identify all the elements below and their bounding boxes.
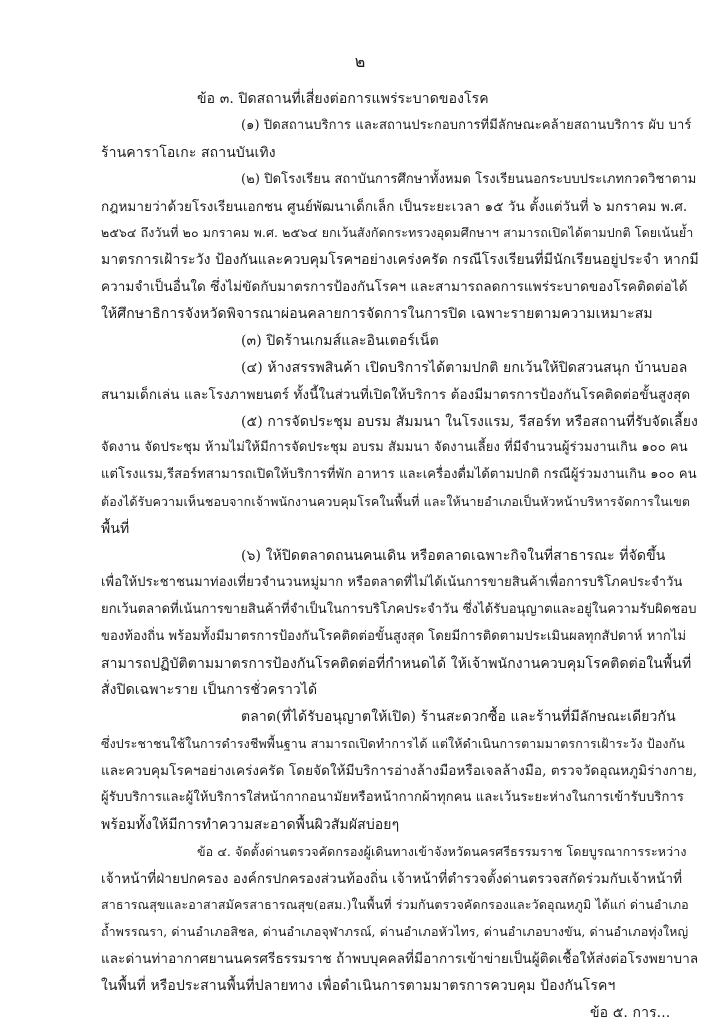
clause-3-item-3: (๓) ปิดร้านเกมส์และอินเตอร์เน็ต	[241, 333, 439, 349]
clause-3-item-2: (๒) ปิดโรงเรียน สถาบันการศึกษาทั้งหมด โรงเรียนนอกระบบประเภทกวดวิชาตาม	[241, 172, 697, 187]
clause-3-item-5-line-4: ต้องได้รับความเห็นชอบจากเจ้าพนักงานควบคุมโรคในพื้นที่ และให้นายอำเภอเป็นหัวหน้าบริหารจัดการในเขต	[101, 494, 691, 509]
clause-3-item-6-line-2: เพื่อให้ประชาชนมาท่องเที่ยวจำนวนหมู่มาก หรือตลาดที่ไม่ได้เน้นการขายสินค้าเพื่อการบริโภคประจำวัน	[101, 575, 683, 590]
clause-4-line-6: ในพื้นที่ หรือประสานพื้นที่ปลายทาง เพื่อดำเนินการตามมาตรการควบคุม ป้องกันโรคฯ	[101, 978, 616, 994]
clause-3-item-2-line-2: กฎหมายว่าด้วยโรงเรียนเอกชน ศูนย์พัฒนาเด็กเล็ก เป็นระยะเวลา ๑๕ วัน ตั้งแต่วันที่ ๖ มกราคม พ.ศ.	[101, 199, 688, 215]
clause-3-item-1-cont: ร้านคาราโอเกะ สถานบันเทิง	[101, 145, 276, 161]
clause-3-item-6-line-6: สั่งปิดเฉพาะราย เป็นการชั่วคราวได้	[101, 682, 318, 698]
clause-4-line-2: เจ้าหน้าที่ฝ่ายปกครอง องค์กรปกครองส่วนท้องถิ่น เจ้าหน้าที่ตำรวจตั้งด่านตรวจสกัดร่วมกับเจ้าหน้าที่	[101, 871, 683, 887]
clause-3-item-6-line-3: ยกเว้นตลาดที่เน้นการขายสินค้าที่จำเป็นในการบริโภคประจำวัน ซึ่งได้รับอนุญาตและอยู่ในความรับผิดชอบ	[101, 602, 697, 617]
market-paragraph-line-4: ผู้รับบริการและผู้ให้บริการใส่หน้ากากอนามัยหรือหน้ากากผ้าทุกคน และเว้นระยะห่างในการเข้ารับบริการ	[101, 790, 684, 805]
clause-3-heading: ข้อ ๓. ปิดสถานที่เสี่ยงต่อการแพร่ระบาดของโรค	[197, 91, 489, 107]
clause-4-line-3: สาธารณสุขและอาสาสมัครสาธารณสุข(อสม.)ในพื้นที่ ร่วมกันตรวจคัดกรองและวัดอุณหภูมิ ได้แก่ ด่านอำเภอ	[101, 897, 689, 912]
next-page-continuation: ข้อ ๕. การ...	[590, 1005, 671, 1021]
market-paragraph-line-5: พร้อมทั้งให้มีการทำความสะอาดพื้นผิวสัมผัสบ่อยๆ	[101, 817, 400, 833]
clause-3-item-1: (๑) ปิดสถานบริการ และสถานประกอบการที่มีลักษณะคล้ายสถานบริการ ผับ บาร์	[241, 118, 692, 133]
market-paragraph: ตลาด(ที่ได้รับอนุญาตให้เปิด) ร้านสะดวกซื้อ และร้านที่มีลักษณะเดียวกัน	[241, 709, 676, 725]
clause-3-item-6-line-4: ของท้องถิ่น พร้อมทั้งมีมาตรการป้องกันโรคติดต่อขั้นสูงสุด โดยมีการติดตามประเมินผลทุกสัปดาห์ หากไม่	[101, 629, 687, 644]
clause-3-item-5-line-5: พื้นที่	[101, 521, 130, 537]
page-number: ๒	[354, 52, 366, 71]
clause-3-item-5: (๕) การจัดประชุม อบรม สัมมนา ในโรงแรม, รีสอร์ท หรือสถานที่รับจัดเลี้ยง	[241, 414, 698, 430]
clause-3-item-5-line-2: จัดงาน จัดประชุม ห้ามไม่ให้มีการจัดประชุม อบรม สัมมนา จัดงานเลี้ยง ที่มีจำนวนผู้ร่วมงานเกิน ๑๐๐ คน	[101, 440, 688, 455]
clause-3-item-5-line-3: แต่โรงแรม,รีสอร์ทสามารถเปิดให้บริการที่พัก อาหาร และเครื่องดื่มได้ตามปกติ กรณีผู้ร่วมงานเกิน ๑๐๐ คน	[101, 467, 697, 482]
clause-4-line-4: ถ้ำพรรณรา, ด่านอำเภอสิชล, ด่านอำเภอจุฬาภรณ์, ด่านอำเภอหัวไทร, ด่านอำเภอบางขัน, ด่านอำเภอทุ่งใหญ่	[101, 924, 689, 939]
clause-4-heading: ข้อ ๔. จัดตั้งด่านตรวจคัดกรองผู้เดินทางเข้าจังหวัดนครศรีธรรมราช โดยบูรณาการระหว่าง	[197, 844, 687, 859]
market-paragraph-line-2: ซึ่งประชาชนใช้ในการดำรงชีพพื้นฐาน สามารถเปิดทำการได้ แต่ให้ดำเนินการตามมาตรการเฝ้าระวัง ป้องกัน	[101, 736, 685, 751]
clause-3-item-6-line-5: สามารถปฏิบัติตามมาตรการป้องกันโรคติดต่อที่กำหนดได้ ให้เจ้าพนักงานควบคุมโรคติดต่อในพื้นที่	[101, 656, 692, 672]
clause-3-item-2-line-3: ๒๕๖๔ ถึงวันที่ ๒๐ มกราคม พ.ศ. ๒๕๖๔ ยกเว้นสังกัดกระทรวงอุดมศึกษาฯ สามารถเปิดได้ตามปกติ โดยเน้นย้ำ	[101, 225, 694, 240]
clause-3-item-4-cont: สนามเด็กเล่น และโรงภาพยนตร์ ทั้งนี้ในส่วนที่เปิดให้บริการ ต้องมีมาตรการป้องกันโรคติดต่อขั้นสูงสุด	[101, 387, 691, 403]
clause-3-item-4: (๔) ห้างสรรพสินค้า เปิดบริการได้ตามปกติ ยกเว้นให้ปิดสวนสนุก บ้านบอล	[241, 360, 688, 376]
clause-3-item-2-line-6: ให้ศึกษาธิการจังหวัดพิจารณาผ่อนคลายการจัดการในการปิด เฉพาะรายตามความเหมาะสม	[101, 306, 653, 322]
clause-4-line-5: และด่านท่าอากาศยานนครศรีธรรมราช ถ้าพบบุคคลที่มีอาการเข้าข่ายเป็นผู้ติดเชื้อให้ส่งต่อโรงพยาบาล	[101, 951, 699, 967]
clause-3-item-2-line-4: มาตรการเฝ้าระวัง ป้องกันและควบคุมโรคฯอย่างเคร่งครัด กรณีโรงเรียนที่มีนักเรียนอยู่ประจำ หากมี	[101, 252, 699, 268]
market-paragraph-line-3: และควบคุมโรคฯอย่างเคร่งครัด โดยจัดให้มีบริการอ่างล้างมือหรือเจลล้างมือ, ตรวจวัดอุณหภูมิร่างกาย,	[101, 763, 698, 779]
clause-3-item-2-line-5: ความจำเป็นอื่นใด ซึ่งไม่ขัดกับมาตรการป้องกันโรคฯ และสามารถลดการแพร่ระบาดของโรคติดต่อได้	[101, 279, 688, 295]
clause-3-item-6: (๖) ให้ปิดตลาดถนนคนเดิน หรือตลาดเฉพาะกิจในที่สาธารณะ ที่จัดขึ้น	[241, 548, 666, 564]
